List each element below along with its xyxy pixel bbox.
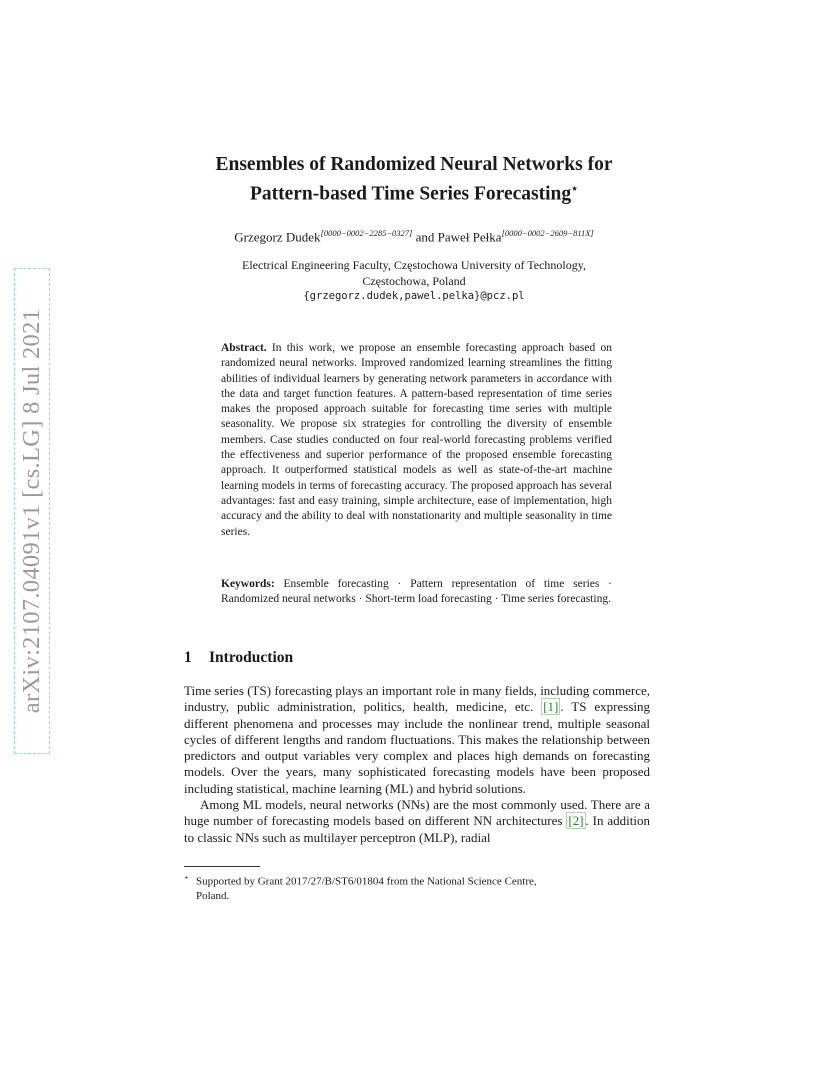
author-email: {grzegorz.dudek,pawel.pelka}@pcz.pl: [303, 290, 525, 302]
author-name: Paweł Pełka: [437, 229, 502, 245]
paragraph-text: . In addition to classic NNs such as multilayer perceptron (MLP), radial: [184, 813, 651, 845]
abstract-text: In this work, we propose an ensemble forecasting approach based on randomized neural networks. Improved randomized learning streamlines the fitting abilities of individual learners by generating network parameters in accordance with the data and target function features. A pattern-based representation of time series makes the proposed approach suitable for forecasting time series with multiple seasonality. We propose six strategies for controlling the diversity of ensemble members. Case studies conducted on four real-world forecasting problems verified the effectiveness and superior performance of the proposed ensemble forecasting approach. It outperformed statistical models as well as state-of-the-art machine learning models in terms of forecasting accuracy. The proposed approach has several advantages: fast and easy training, simple architecture, ease of implementation, high accuracy and the ability to deal with nonstationarity and multiple seasonality in time series.: [221, 342, 612, 538]
author-name: Grzegorz Dudek: [234, 229, 321, 245]
section-heading: [184, 649, 293, 667]
affiliation: [120, 258, 708, 305]
author-orcid: [0000−0002−2609−811X]: [501, 228, 594, 238]
footnote: [184, 871, 650, 904]
author-conjunction: and: [415, 229, 435, 245]
title-footnote-mark: ⋆: [571, 183, 579, 195]
author-list: [120, 228, 708, 245]
keywords-label: Keywords:: [221, 578, 275, 590]
paragraph: [184, 683, 650, 797]
keywords: [221, 577, 612, 608]
arxiv-identifier: arXiv:2107.04091v1 [cs.LG] 8 Jul 2021: [18, 308, 45, 714]
paragraph-text: Among ML models, neural networks (NNs) are the most commonly used. There are a huge number of forecasting models based on different NN architectures: [184, 797, 650, 829]
keywords-text: Ensemble forecasting · Pattern representation of time series · Randomized neural networks · Short-term load forecasting · Time series forecasting.: [221, 578, 612, 606]
section-title: Introduction: [209, 649, 294, 666]
abstract: [221, 341, 612, 540]
paragraph-text: . TS expressing different phenomena and processes may include the nonlinear trend, multiple seasonal cycles of different lengths and random fluctuations. This makes the relationship between predictors and output variables very complex and places high demands on forecasting models. Over the years, many sophisticated forecasting models have been proposed including statistical, machine learning (ML) and hybrid solutions.: [184, 699, 650, 796]
citation-link[interactable]: [2]: [568, 813, 584, 829]
citation-link[interactable]: [1]: [543, 699, 559, 715]
section-number: 1: [184, 649, 192, 666]
footnote-rule: [184, 866, 260, 867]
paper-title: [120, 152, 708, 207]
affiliation-line-2: Częstochowa, Poland: [362, 273, 466, 288]
footnote-line-1: Supported by Grant 2017/27/B/ST6/01804 from the National Science Centre,: [196, 875, 537, 888]
title-line-1: Ensembles of Randomized Neural Networks for: [215, 154, 613, 175]
body-text: [184, 683, 650, 846]
arxiv-stamp: [14, 268, 50, 754]
abstract-label: Abstract.: [221, 342, 267, 354]
paragraph: [184, 797, 650, 846]
title-line-2: Pattern-based Time Series Forecasting: [249, 183, 572, 205]
author-orcid: [0000−0002−2285−0327]: [320, 228, 413, 238]
affiliation-line-1: Electrical Engineering Faculty, Częstochowa University of Technology,: [242, 258, 586, 272]
footnote-mark: ⋆: [184, 873, 190, 882]
paragraph-text: Time series (TS) forecasting plays an important role in many fields, including commerce, industry, public administration, politics, health, medicine, etc.: [184, 683, 650, 715]
footnote-line-2: Poland.: [196, 890, 230, 903]
